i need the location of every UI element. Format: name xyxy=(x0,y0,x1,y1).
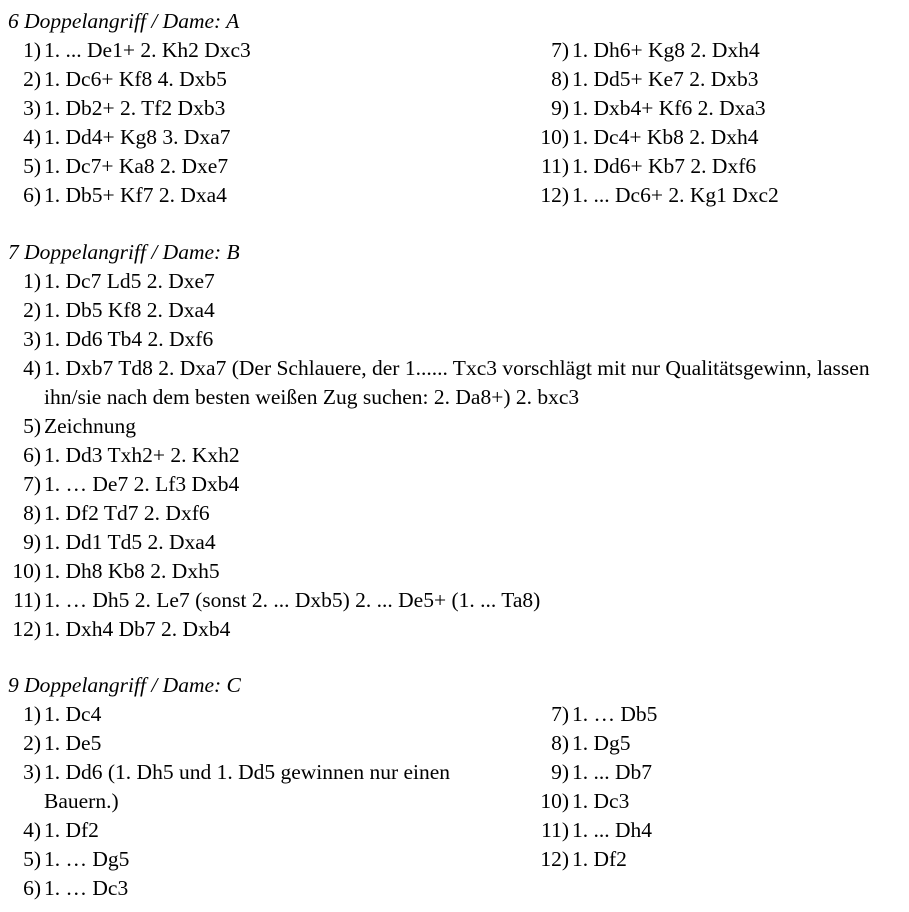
list-item xyxy=(531,787,909,816)
item-number: 4) xyxy=(23,356,41,380)
item-number: 2) xyxy=(23,298,41,322)
item-number: 1) xyxy=(23,38,41,62)
item-text: 1. Dd6 (1. Dh5 und 1. Dd5 gewinnen nur einen Bauern.) xyxy=(44,760,451,813)
list-item xyxy=(0,615,905,644)
list-item xyxy=(0,325,905,354)
list-item xyxy=(0,94,520,123)
item-number: 6) xyxy=(23,876,41,900)
list-item xyxy=(531,123,909,152)
list-item xyxy=(0,181,520,210)
item-text: 1. ... Db7 xyxy=(572,760,653,784)
item-text: 1. Dh6+ Kg8 2. Dxh4 xyxy=(572,38,760,62)
item-number: 8) xyxy=(551,731,569,755)
left-column xyxy=(0,267,905,644)
item-number: 5) xyxy=(23,154,41,178)
list-item xyxy=(531,729,909,758)
list-item xyxy=(0,123,520,152)
list-item xyxy=(531,65,909,94)
list-item xyxy=(0,528,905,557)
section-c xyxy=(0,671,909,906)
item-text: 1. Dc4+ Kb8 2. Dxh4 xyxy=(572,125,759,149)
item-number: 12) xyxy=(540,847,569,871)
item-number: 8) xyxy=(551,67,569,91)
item-text: 1. Dd5+ Ke7 2. Dxb3 xyxy=(572,67,759,91)
item-text: 1. Df2 xyxy=(44,818,99,842)
item-number: 3) xyxy=(23,760,41,784)
item-text: 1. Dxb4+ Kf6 2. Dxa3 xyxy=(572,96,766,120)
item-text: 1. ... Dh4 xyxy=(572,818,653,842)
list-item xyxy=(531,816,909,845)
item-number: 12) xyxy=(12,617,41,641)
item-number: 5) xyxy=(23,414,41,438)
list-item xyxy=(0,845,520,874)
list-item xyxy=(531,700,909,729)
item-number: 6) xyxy=(23,443,41,467)
list-item xyxy=(531,36,909,65)
item-number: 7) xyxy=(551,38,569,62)
item-text: 1. Df2 xyxy=(572,847,627,871)
item-text: 1. Dh8 Kb8 2. Dxh5 xyxy=(44,559,220,583)
item-text: 1. Dc3 xyxy=(572,789,630,813)
item-text: 1. … De7 2. Lf3 Dxb4 xyxy=(44,472,240,496)
list-item xyxy=(0,65,520,94)
list-item xyxy=(0,152,520,181)
list-item xyxy=(0,557,905,586)
list-item xyxy=(0,296,905,325)
item-text: 1. Dc6+ Kf8 4. Dxb5 xyxy=(44,67,227,91)
item-text: 1. ... Dc6+ 2. Kg1 Dxc2 xyxy=(572,183,779,207)
item-number: 2) xyxy=(23,731,41,755)
item-text: 1. Dxb7 Td8 2. Dxa7 (Der Schlauere, der 1...... Txc3 vorschlägt mit nur Qualitätsgewinn, lassen ihn/sie nach dem besten weißen Zug suchen: 2. Da8+) 2. bxc3 xyxy=(44,356,870,409)
item-number: 1) xyxy=(23,702,41,726)
list-item xyxy=(531,845,909,874)
item-text: 1. Dc4 xyxy=(44,702,102,726)
list-item xyxy=(0,729,520,758)
item-number: 6) xyxy=(23,183,41,207)
item-number: 11) xyxy=(541,818,569,842)
item-text: 1. Dc7 Ld5 2. Dxe7 xyxy=(44,269,215,293)
item-number: 3) xyxy=(23,96,41,120)
list-item xyxy=(0,816,520,845)
list-item xyxy=(0,586,905,615)
item-text: 1. Dc7+ Ka8 2. Dxe7 xyxy=(44,154,229,178)
item-number: 12) xyxy=(540,183,569,207)
item-text: 1. Dd6+ Kb7 2. Dxf6 xyxy=(572,154,757,178)
list-item xyxy=(0,412,905,441)
item-number: 3) xyxy=(23,327,41,351)
item-number: 8) xyxy=(23,501,41,525)
item-number: 10) xyxy=(540,789,569,813)
item-number: 5) xyxy=(23,847,41,871)
list-item xyxy=(531,181,909,210)
list-item xyxy=(0,354,905,412)
item-text: 1. … Dc3 xyxy=(44,876,129,900)
list-item xyxy=(531,758,909,787)
item-number: 2) xyxy=(23,67,41,91)
section-heading: 7 Doppelangriff / Dame: B xyxy=(8,240,240,264)
item-text: 1. Dxh4 Db7 2. Dxb4 xyxy=(44,617,231,641)
item-text: 1. … Dh5 2. Le7 (sonst 2. ... Dxb5) 2. ... De5+ (1. ... Ta8) xyxy=(44,588,541,612)
item-text: 1. Dd3 Txh2+ 2. Kxh2 xyxy=(44,443,240,467)
left-column xyxy=(0,36,520,210)
item-number: 7) xyxy=(23,472,41,496)
list-item xyxy=(0,874,520,903)
right-column xyxy=(531,700,909,874)
item-number: 11) xyxy=(541,154,569,178)
list-item xyxy=(0,499,905,528)
item-number: 4) xyxy=(23,125,41,149)
section-a xyxy=(0,7,909,207)
item-number: 10) xyxy=(540,125,569,149)
right-column xyxy=(531,36,909,210)
item-text: 1. Db2+ 2. Tf2 Dxb3 xyxy=(44,96,226,120)
list-item xyxy=(0,267,905,296)
item-text: 1. Dd6 Tb4 2. Dxf6 xyxy=(44,327,214,351)
item-text: 1. Db5+ Kf7 2. Dxa4 xyxy=(44,183,227,207)
item-text: 1. Dd4+ Kg8 3. Dxa7 xyxy=(44,125,231,149)
item-text: 1. ... De1+ 2. Kh2 Dxc3 xyxy=(44,38,251,62)
item-number: 11) xyxy=(13,588,41,612)
list-item xyxy=(0,36,520,65)
list-item xyxy=(0,700,520,729)
item-text: 1. Dg5 xyxy=(572,731,631,755)
item-number: 10) xyxy=(12,559,41,583)
section-heading: 9 Doppelangriff / Dame: C xyxy=(8,673,241,697)
list-item xyxy=(0,441,905,470)
left-column xyxy=(0,700,520,903)
item-text: 1. Db5 Kf8 2. Dxa4 xyxy=(44,298,215,322)
item-number: 9) xyxy=(23,530,41,554)
section-b xyxy=(0,238,909,648)
item-text: 1. De5 xyxy=(44,731,102,755)
section-heading: 6 Doppelangriff / Dame: A xyxy=(8,9,240,33)
item-number: 9) xyxy=(551,96,569,120)
list-item xyxy=(0,758,500,816)
item-text: 1. … Db5 xyxy=(572,702,658,726)
list-item xyxy=(531,152,909,181)
list-item xyxy=(0,470,905,499)
item-number: 4) xyxy=(23,818,41,842)
item-text: Zeichnung xyxy=(44,414,136,438)
item-number: 9) xyxy=(551,760,569,784)
item-text: 1. … Dg5 xyxy=(44,847,130,871)
item-text: 1. Dd1 Td5 2. Dxa4 xyxy=(44,530,216,554)
item-text: 1. Df2 Td7 2. Dxf6 xyxy=(44,501,210,525)
item-number: 1) xyxy=(23,269,41,293)
list-item xyxy=(531,94,909,123)
item-number: 7) xyxy=(551,702,569,726)
